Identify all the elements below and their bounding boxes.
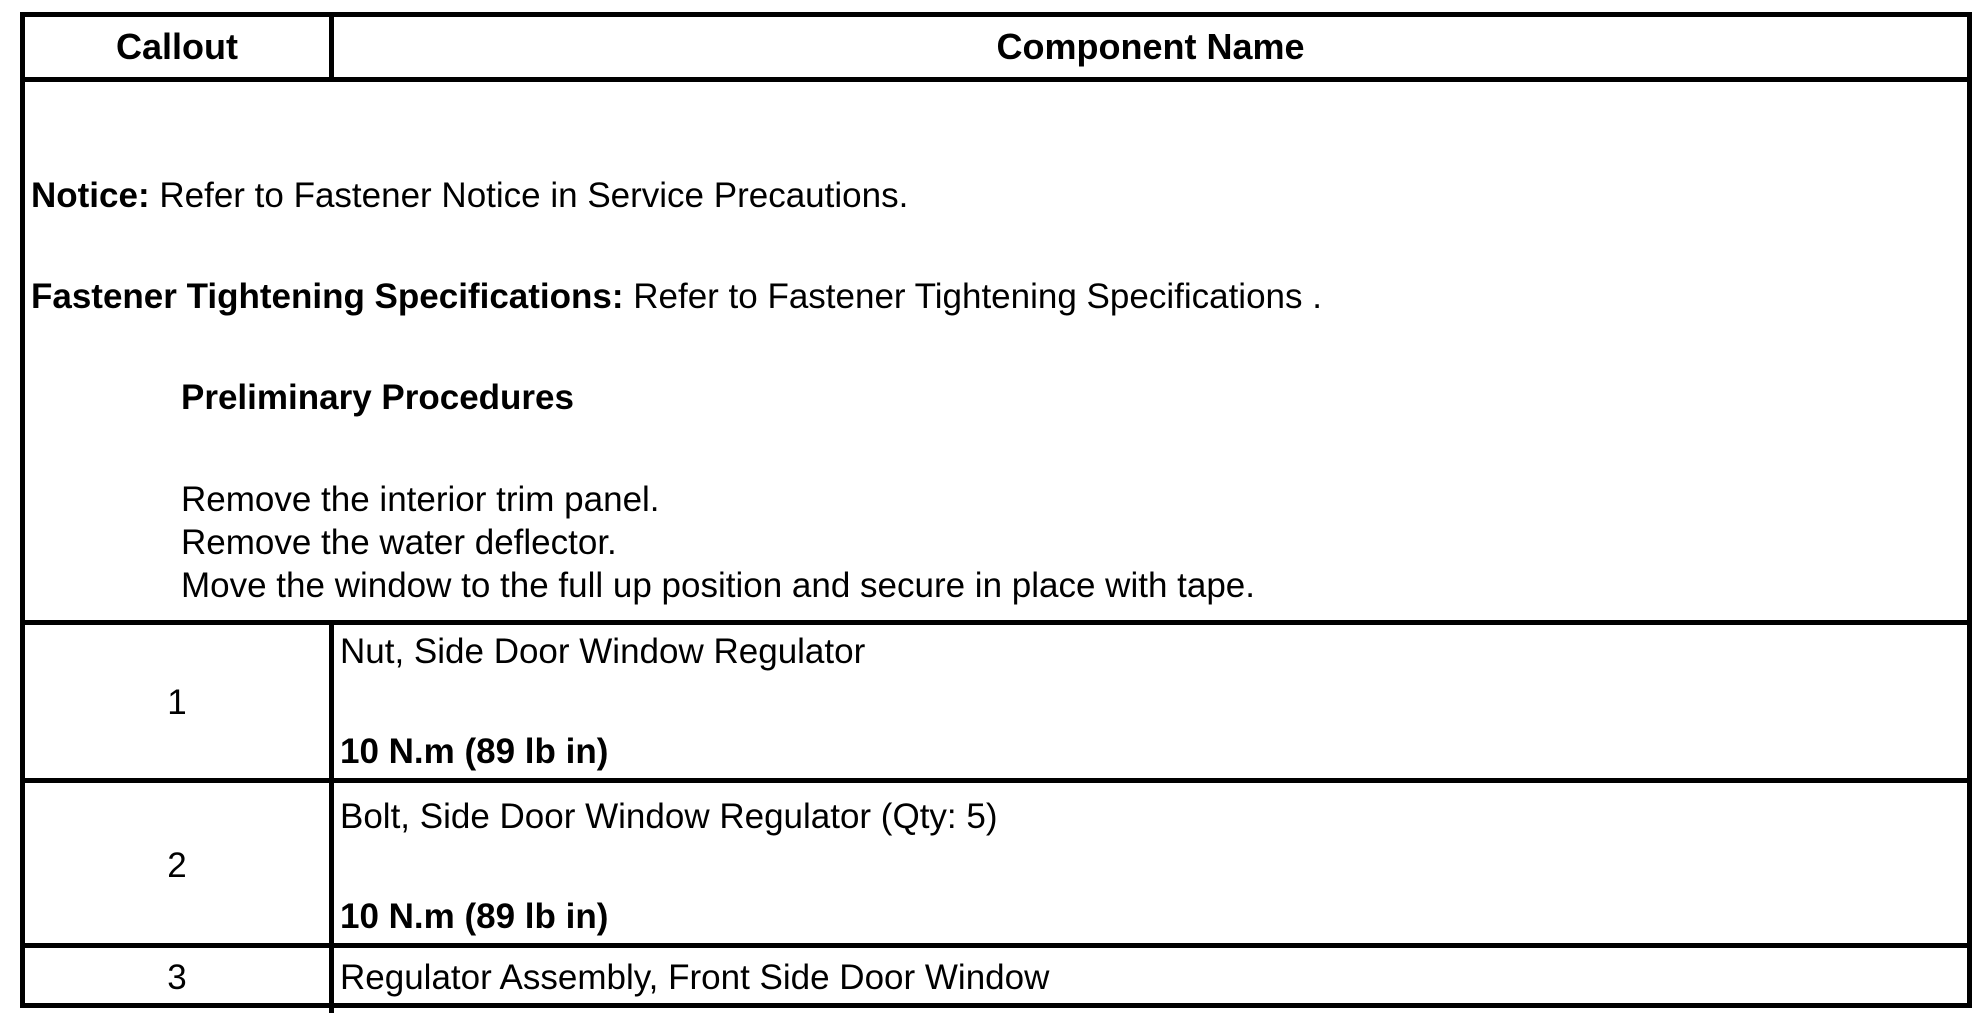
component-name: Regulator Assembly, Front Side Door Window bbox=[340, 958, 1050, 997]
column-header-callout: Callout bbox=[116, 26, 238, 67]
component-table bbox=[20, 12, 1972, 1008]
notice-text: Refer to Fastener Notice in Service Precautions. bbox=[149, 176, 909, 215]
header-bottom-rule bbox=[25, 77, 1967, 82]
header-divider bbox=[329, 17, 334, 77]
notice-line bbox=[31, 178, 908, 213]
torque-spec: 10 N.m (89 lb in) bbox=[340, 897, 609, 936]
table-row-rule bbox=[25, 778, 1967, 783]
preliminary-step: Move the window to the full up position and secure in place with tape. bbox=[181, 566, 1255, 605]
spec-label: Fastener Tightening Specifications: bbox=[31, 277, 624, 316]
notice-label: Notice: bbox=[31, 176, 150, 215]
table-row-rule bbox=[25, 943, 1967, 948]
callout-number: 1 bbox=[167, 683, 187, 722]
callout-number: 3 bbox=[167, 958, 187, 997]
component-name: Bolt, Side Door Window Regulator (Qty: 5) bbox=[340, 797, 998, 836]
row-divider bbox=[329, 620, 334, 783]
notes-bottom-rule bbox=[25, 620, 1967, 625]
column-header-component-name: Component Name bbox=[996, 26, 1305, 67]
spec-line bbox=[31, 279, 1322, 314]
component-name: Nut, Side Door Window Regulator bbox=[340, 632, 866, 671]
spec-text: Refer to Fastener Tightening Specifications . bbox=[623, 277, 1322, 316]
preliminary-step: Remove the water deflector. bbox=[181, 523, 617, 562]
torque-spec: 10 N.m (89 lb in) bbox=[340, 732, 609, 771]
preliminary-step: Remove the interior trim panel. bbox=[181, 480, 660, 519]
row-divider bbox=[329, 778, 334, 948]
row-divider bbox=[329, 943, 334, 1013]
callout-number: 2 bbox=[167, 846, 187, 885]
preliminary-procedures-title: Preliminary Procedures bbox=[181, 378, 574, 417]
